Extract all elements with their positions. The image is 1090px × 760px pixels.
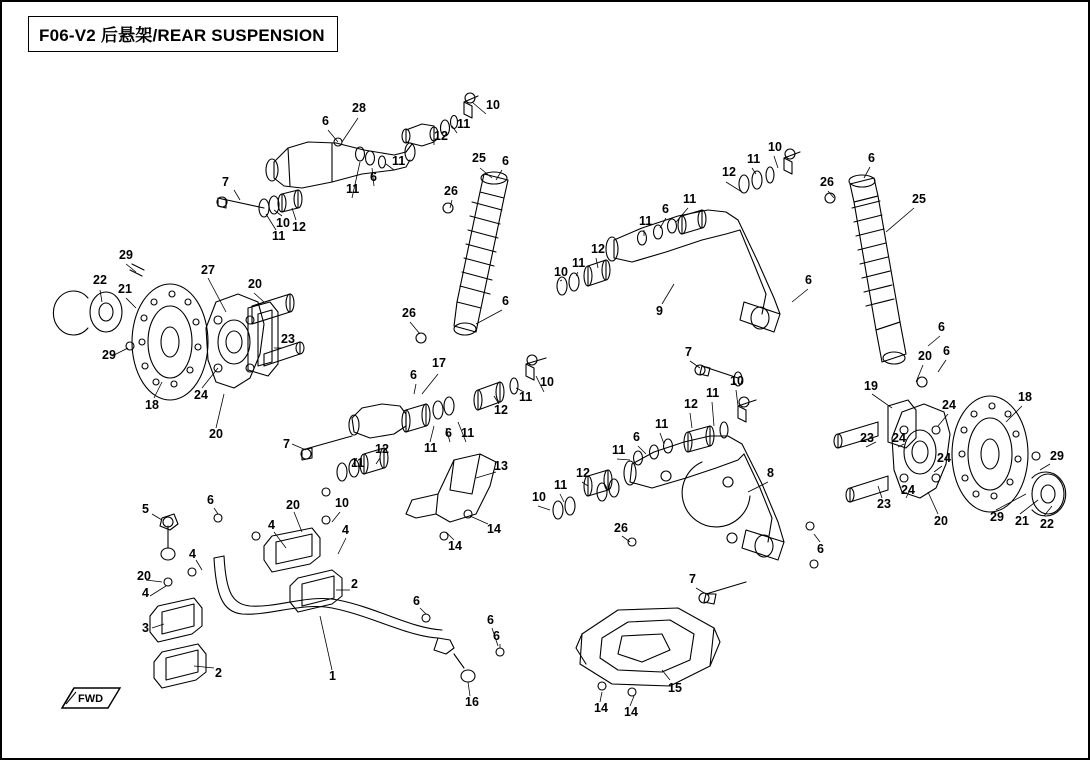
callout-number: 10 — [335, 496, 349, 510]
forward-direction-marker — [60, 682, 126, 716]
callout-number: 18 — [1018, 390, 1032, 404]
callout-number: 7 — [685, 345, 692, 359]
fwd-label: FWD — [78, 693, 104, 705]
callout-number: 10 — [554, 265, 568, 279]
callout-number: 14 — [594, 701, 608, 715]
callout-number: 24 — [937, 451, 951, 465]
callout-number: 27 — [201, 263, 215, 277]
callout-number: 6 — [817, 542, 824, 556]
callout-number: 12 — [494, 403, 508, 417]
callout-number: 11 — [519, 390, 533, 404]
callout-number: 29 — [990, 510, 1004, 524]
callout-number: 1 — [329, 669, 336, 683]
callout-number: 24 — [942, 398, 956, 412]
callout-number: 14 — [487, 522, 501, 536]
callout-number: 26 — [444, 184, 458, 198]
callout-number: 3 — [142, 621, 149, 635]
callout-number: 6 — [493, 629, 500, 643]
callout-number: 9 — [656, 304, 663, 318]
callout-number: 11 — [554, 478, 568, 492]
callout-number: 12 — [591, 242, 605, 256]
callout-number: 20 — [137, 569, 151, 583]
callout-number: 6 — [370, 170, 377, 184]
callout-number: 24 — [194, 388, 208, 402]
callout-number: 10 — [276, 216, 290, 230]
callout-number: 11 — [457, 117, 471, 131]
callout-number: 11 — [747, 152, 761, 166]
callout-number: 23 — [860, 431, 874, 445]
callout-number: 29 — [102, 348, 116, 362]
callout-number: 12 — [375, 442, 389, 456]
callout-number: 6 — [487, 613, 494, 627]
callout-number: 10 — [532, 490, 546, 504]
callout-number: 10 — [768, 140, 782, 154]
callout-number: 11 — [572, 256, 586, 270]
callout-number: 6 — [943, 344, 950, 358]
callout-number: 12 — [576, 466, 590, 480]
callout-number: 23 — [877, 497, 891, 511]
callout-number: 8 — [767, 466, 774, 480]
callout-number: 25 — [472, 151, 486, 165]
callout-number: 4 — [142, 586, 149, 600]
callout-number: 20 — [934, 514, 948, 528]
callout-number: 22 — [1040, 517, 1054, 531]
callout-number: 7 — [689, 572, 696, 586]
callout-number: 6 — [805, 273, 812, 287]
callout-number: 20 — [918, 349, 932, 363]
callout-number: 6 — [445, 426, 452, 440]
callout-number: 12 — [684, 397, 698, 411]
callout-number: 6 — [662, 202, 669, 216]
callout-number: 6 — [410, 368, 417, 382]
callout-number: 12 — [722, 165, 736, 179]
callout-number: 11 — [461, 426, 475, 440]
callout-number: 16 — [465, 695, 479, 709]
callout-number: 12 — [434, 129, 448, 143]
callout-number: 23 — [281, 332, 295, 346]
callout-number: 7 — [222, 175, 229, 189]
callout-number: 22 — [93, 273, 107, 287]
callout-number: 6 — [413, 594, 420, 608]
callout-number: 29 — [119, 248, 133, 262]
callout-number: 6 — [868, 151, 875, 165]
callout-number: 24 — [892, 431, 906, 445]
callout-number: 6 — [502, 154, 509, 168]
callout-number: 11 — [655, 417, 669, 431]
page-title: F06-V2 后悬架/REAR SUSPENSION — [39, 26, 325, 45]
callout-number: 11 — [272, 229, 286, 243]
callout-number: 11 — [612, 443, 626, 457]
callout-number: 14 — [624, 705, 638, 719]
callout-number: 11 — [351, 456, 365, 470]
callout-number: 6 — [322, 114, 329, 128]
callout-number: 4 — [189, 547, 196, 561]
callout-number: 20 — [209, 427, 223, 441]
callout-number: 5 — [142, 502, 149, 516]
callout-number: 26 — [402, 306, 416, 320]
callout-number: 25 — [912, 192, 926, 206]
callout-number: 15 — [668, 681, 682, 695]
callout-number: 20 — [286, 498, 300, 512]
callout-number: 21 — [118, 282, 132, 296]
callout-number: 10 — [730, 374, 744, 388]
callout-number: 10 — [540, 375, 554, 389]
callout-number: 11 — [683, 192, 697, 206]
callout-number: 6 — [207, 493, 214, 507]
callout-number: 13 — [494, 459, 508, 473]
callout-number: 6 — [502, 294, 509, 308]
callout-number: 6 — [938, 320, 945, 334]
callout-number: 4 — [342, 523, 349, 537]
callout-number: 2 — [351, 577, 358, 591]
callout-number: 2 — [215, 666, 222, 680]
callout-number: 7 — [283, 437, 290, 451]
callout-number: 24 — [901, 483, 915, 497]
callout-number: 21 — [1015, 514, 1029, 528]
callout-number: 11 — [424, 441, 438, 455]
callout-number: 12 — [292, 220, 306, 234]
callout-number: 17 — [432, 356, 446, 370]
callout-number: 28 — [352, 101, 366, 115]
callout-number: 26 — [614, 521, 628, 535]
callout-number: 29 — [1050, 449, 1064, 463]
callout-number: 4 — [268, 518, 275, 532]
callout-number: 11 — [706, 386, 720, 400]
callout-number: 18 — [145, 398, 159, 412]
callout-number: 10 — [486, 98, 500, 112]
callout-number: 11 — [392, 154, 406, 168]
callout-number: 19 — [864, 379, 878, 393]
callout-number: 20 — [248, 277, 262, 291]
title-box — [28, 16, 338, 52]
callout-number: 11 — [639, 214, 653, 228]
callout-number: 26 — [820, 175, 834, 189]
callout-number: 11 — [346, 182, 360, 196]
callout-number: 14 — [448, 539, 462, 553]
callout-number: 6 — [633, 430, 640, 444]
